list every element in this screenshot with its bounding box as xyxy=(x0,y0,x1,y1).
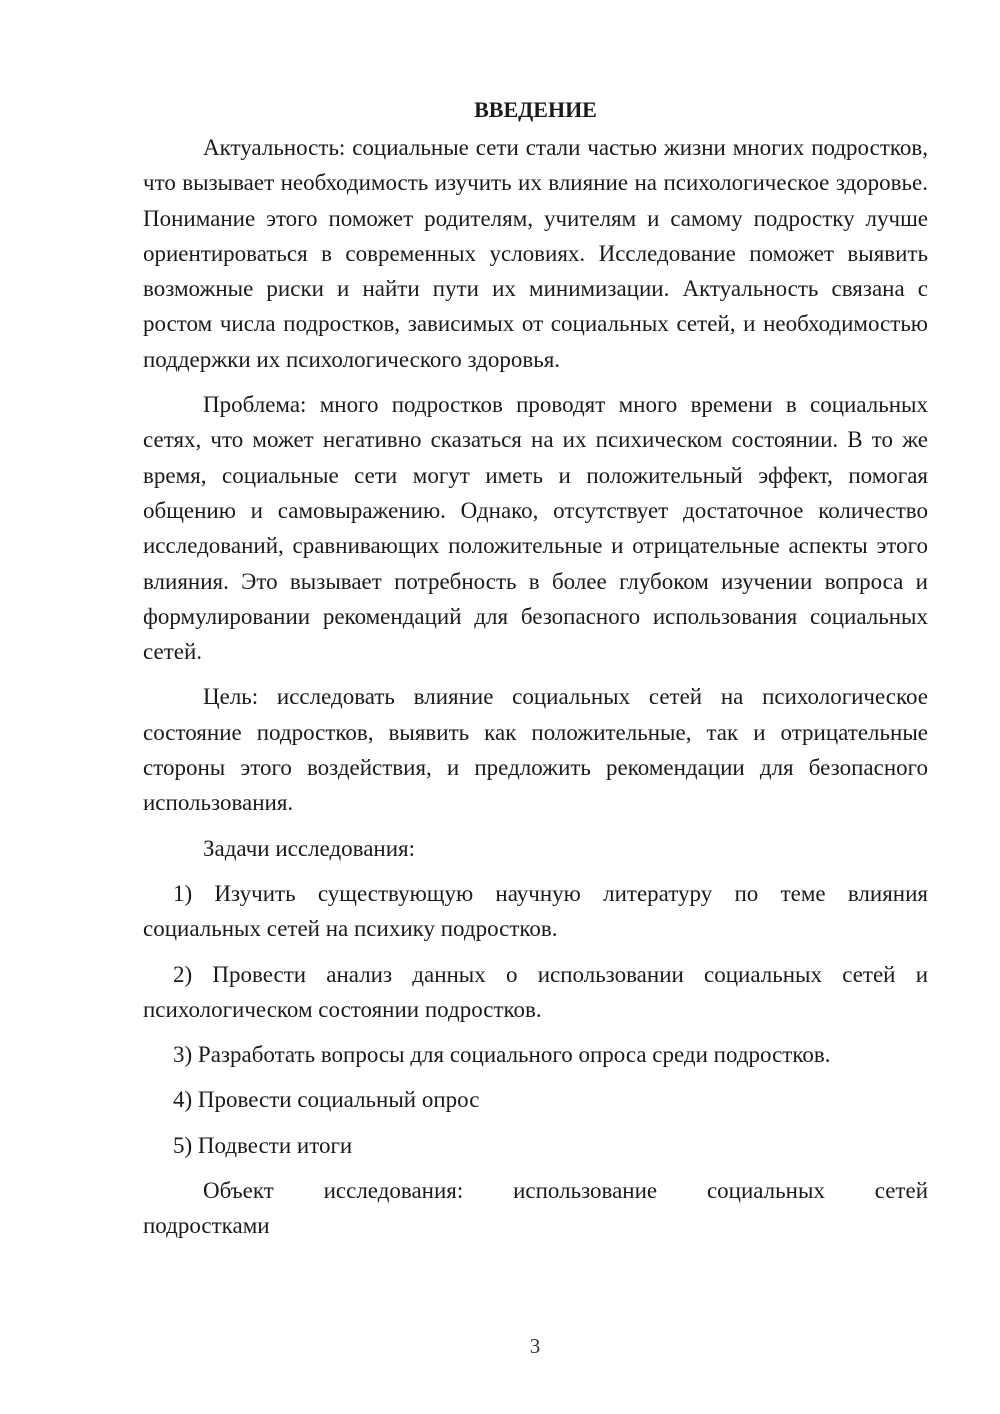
task-item: 5) Подвести итоги xyxy=(173,1132,353,1158)
task-item: 3) Разработать вопросы для социального опроса среди подростков. xyxy=(173,1042,831,1068)
page-title: ВВЕДЕНИЕ xyxy=(474,97,597,122)
goal-paragraph: Цель: исследовать влияние социальных сетей на психологическое состояние подростков, выявить как положительные, так и отрицательные стороны этого воздействия, и предложить рекомендации для безопасного использования. xyxy=(143,684,928,816)
problem-paragraph: Проблема: много подростков проводят много времени в социальных сетях, что может негативно сказаться на их психическом состоянии. В то же время, социальные сети могут иметь и положительный эффект, помогая общению и самовыражению. Однако, отсутствует достаточное количество исследований, сравнивающих положительные и отрицательные аспекты этого влияния. Это вызывает потребность в более глубоком изучении вопроса и формулировании рекомендаций для безопасного использования социальных сетей. xyxy=(143,392,928,665)
page-content xyxy=(143,92,928,1244)
relevance-paragraph: Актуальность: социальные сети стали частью жизни многих подростков, что вызывает необходимость изучить их влияние на психологическое здоровье. Понимание этого поможет родителям, учителям и самому подростку лучше ориентироваться в современных условиях. Исследование поможет выявить возможные риски и найти пути их минимизации. Актуальность связана с ростом числа подростков, зависимых от социальных сетей, и необходимостью поддержки их психологического здоровья. xyxy=(143,135,928,372)
task-item: 2) Провести анализ данных о использовании социальных сетей и психологическом состоянии подростков. xyxy=(143,961,928,1022)
task-item: 1) Изучить существующую научную литературу по теме влияния социальных сетей на психику подростков. xyxy=(143,880,928,942)
research-object-paragraph xyxy=(143,1173,928,1244)
research-object-line-1: Объект исследования: использование социальных сетей xyxy=(203,1178,928,1204)
research-object-line-2: подростками xyxy=(143,1213,270,1239)
task-item: 4) Провести социальный опрос xyxy=(173,1087,480,1113)
tasks-heading: Задачи исследования: xyxy=(203,835,416,861)
page-number: 3 xyxy=(529,1334,541,1358)
